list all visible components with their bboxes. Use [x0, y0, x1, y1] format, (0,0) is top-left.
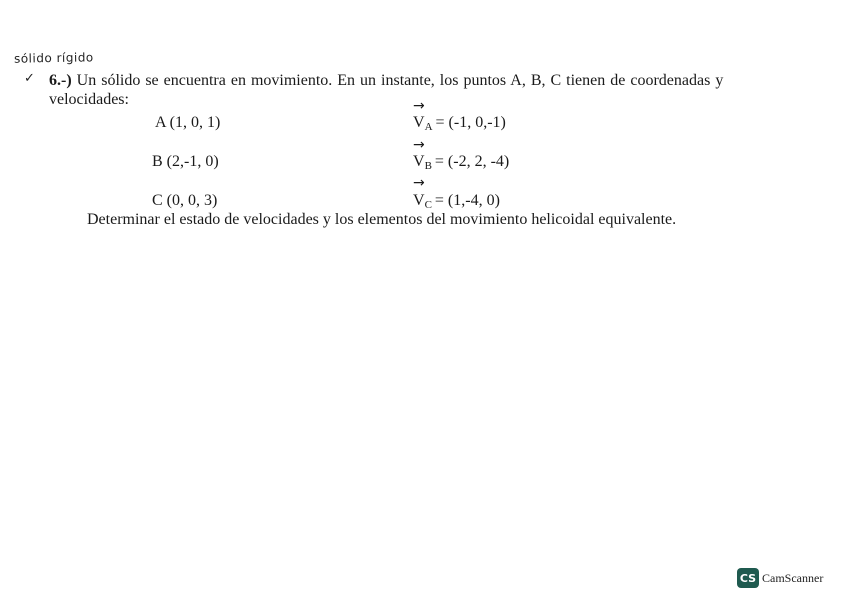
velocity-value: = (-2, 2, -4)	[434, 153, 510, 170]
problem-text-line1: Un sólido se encuentra en movimiento. En un instante, los puntos A, B, C tienen de coordenadas y	[76, 72, 724, 89]
velocity-value: = (1,-4, 0)	[434, 192, 500, 209]
velocity-subscript: C	[424, 199, 432, 211]
point-b-coordinates: B (2,-1, 0)	[152, 153, 219, 170]
velocity-subscript: B	[424, 160, 432, 172]
velocity-a	[413, 114, 506, 133]
point-a-coordinates: A (1, 0, 1)	[155, 114, 221, 131]
velocity-symbol: V	[413, 192, 425, 209]
problem-statement-line1	[49, 72, 723, 90]
velocity-symbol: V	[413, 114, 425, 131]
vector-arrow-icon: →	[413, 175, 425, 191]
problem-statement-line2: velocidades:	[49, 91, 129, 108]
velocity-c	[413, 192, 500, 211]
camscanner-watermark	[737, 568, 823, 588]
velocity-subscript: A	[424, 121, 433, 133]
vector-arrow-icon: →	[413, 98, 425, 114]
camscanner-logo-icon: CS	[737, 568, 759, 588]
problem-number: 6.-)	[49, 72, 72, 89]
point-c-coordinates: C (0, 0, 3)	[152, 192, 218, 209]
velocity-b	[413, 153, 509, 172]
velocity-value: = (-1, 0,-1)	[435, 114, 506, 131]
handwritten-topic-note: sólido rígido	[13, 50, 94, 66]
problem-question: Determinar el estado de velocidades y los elementos del movimiento helicoidal equivalente.	[87, 211, 677, 228]
camscanner-name: CamScanner	[762, 570, 824, 585]
check-mark-icon: ✓	[24, 71, 35, 86]
vector-arrow-icon: →	[413, 137, 425, 153]
velocity-symbol: V	[413, 153, 425, 170]
